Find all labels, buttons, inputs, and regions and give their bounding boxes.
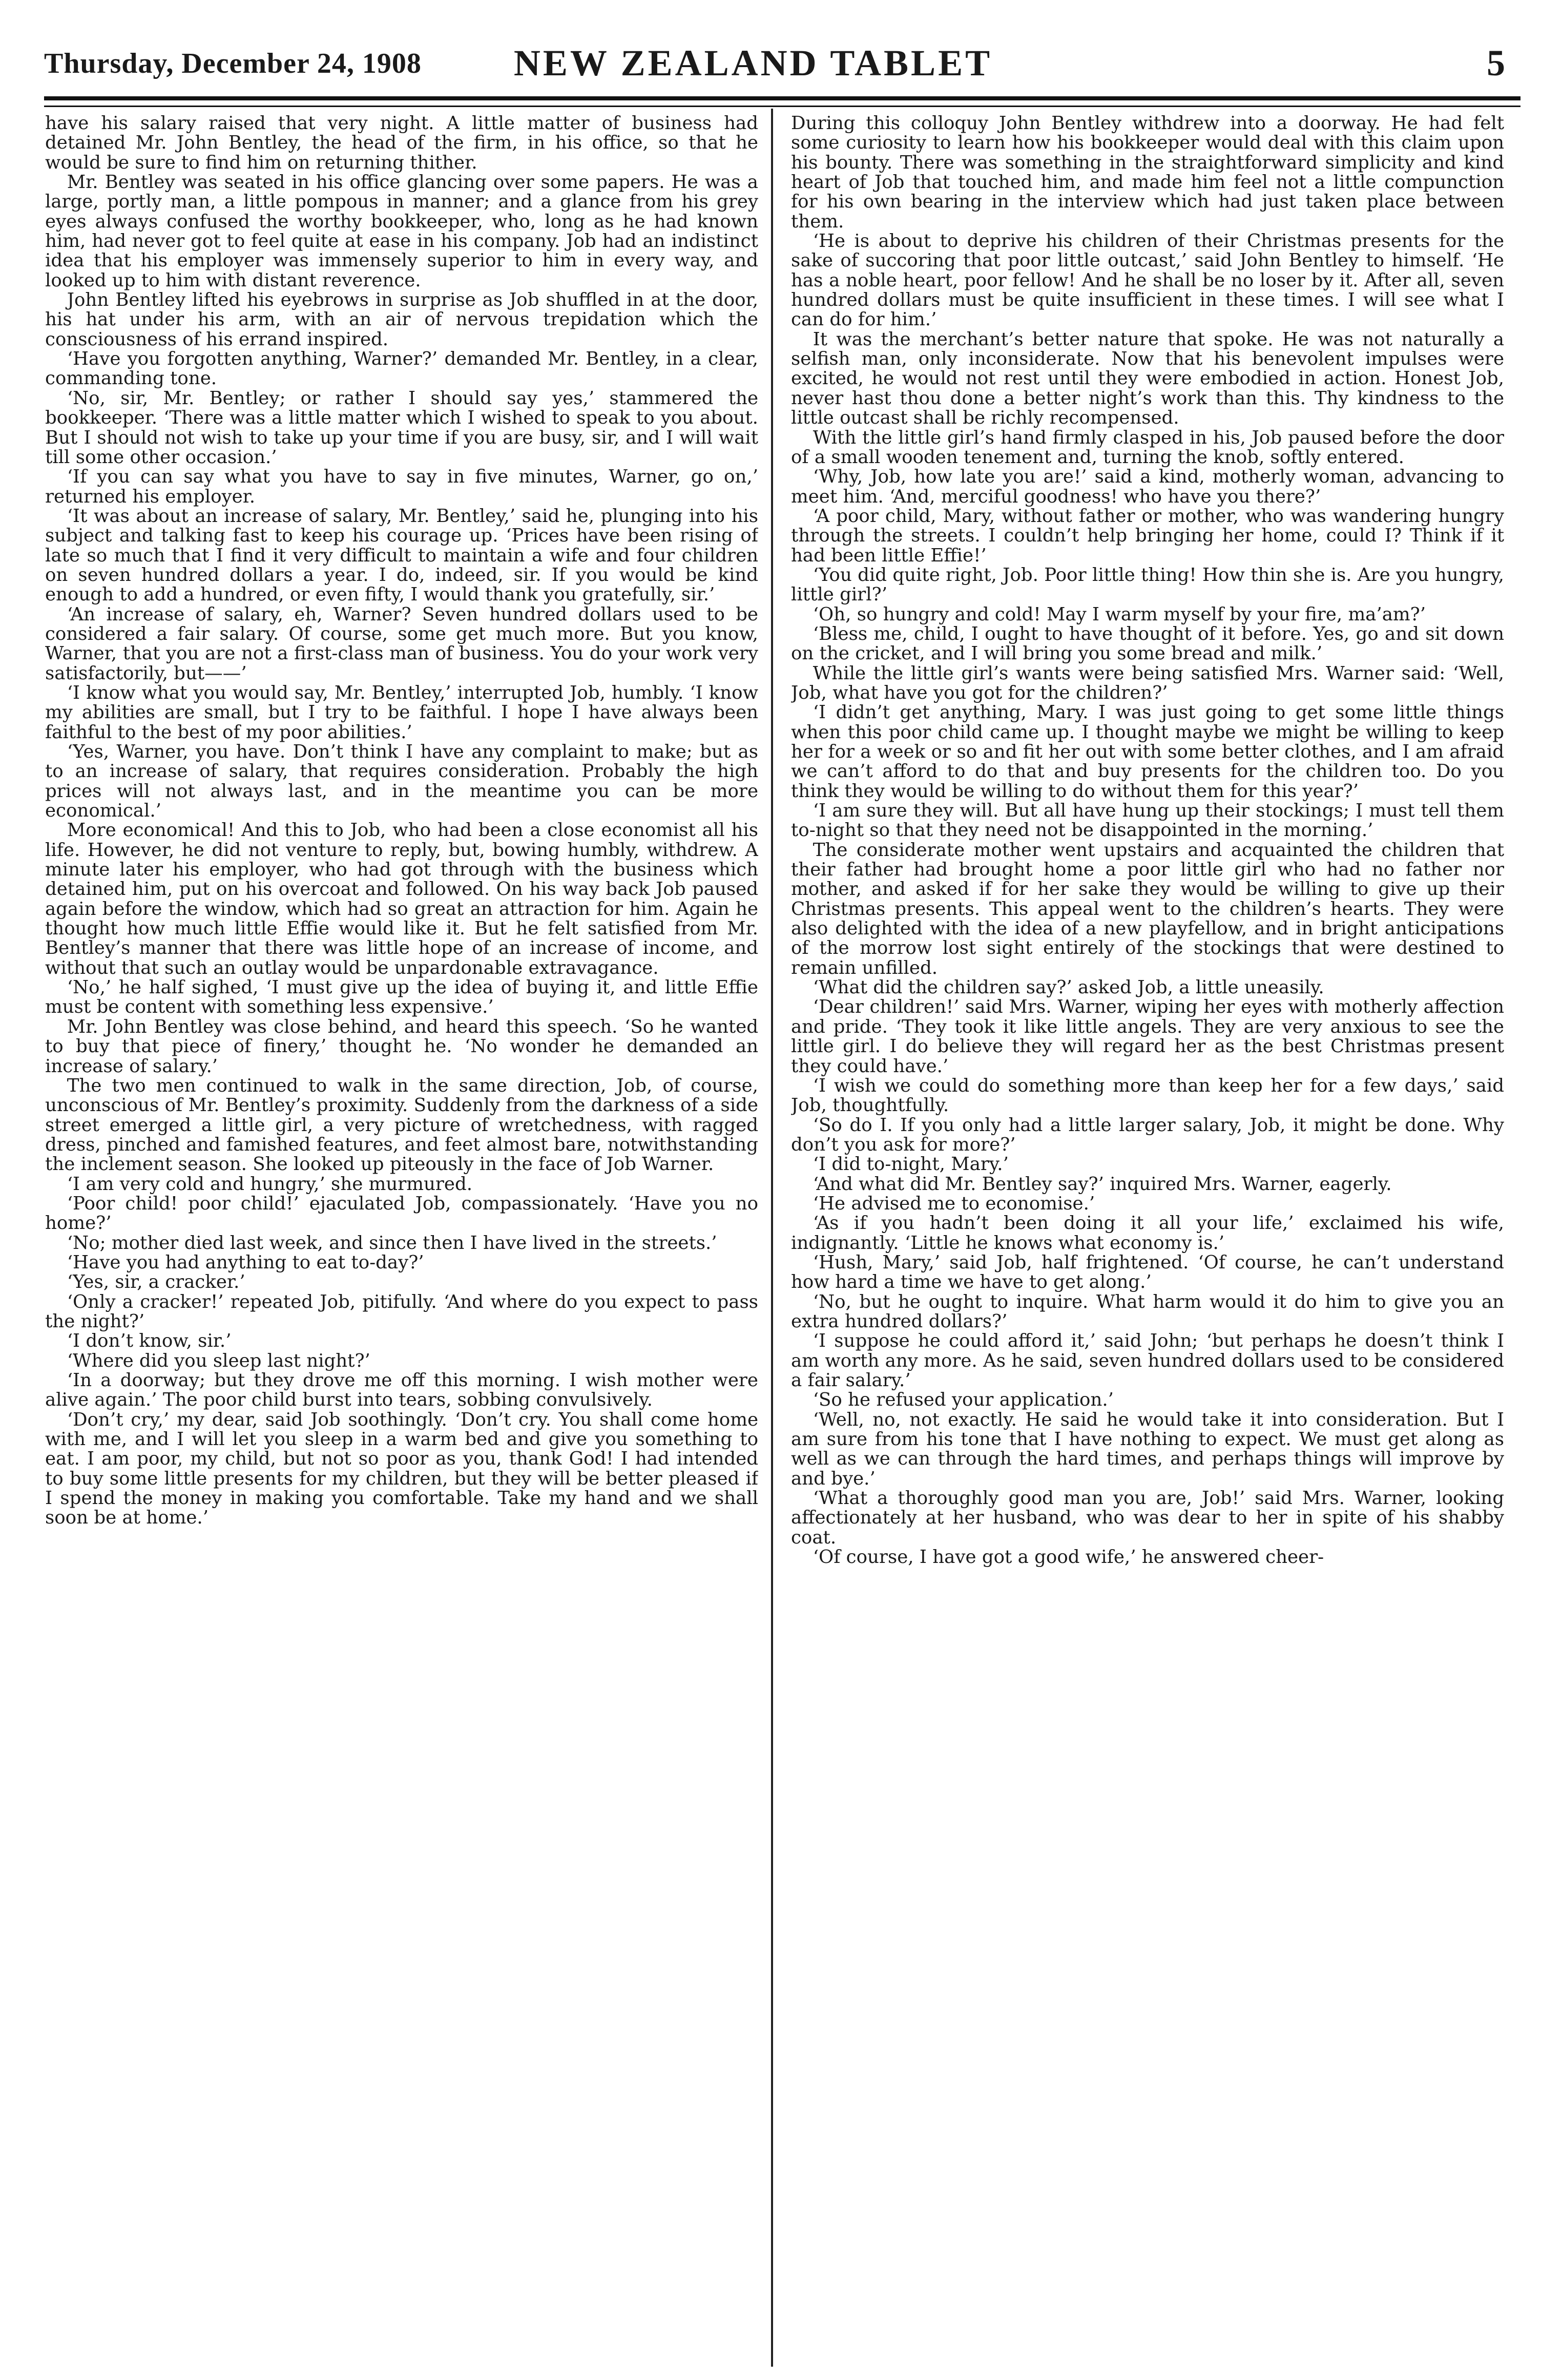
paragraph: ‘I did to-night, Mary.’ [813, 1154, 1009, 1175]
page-header [0, 0, 1541, 118]
paragraph: ‘Of course, I have got a good wife,’ he answered cheer- [813, 1547, 1324, 1568]
paragraph: ‘I don’t know, sir.’ [67, 1330, 232, 1352]
paragraph: ‘And what did Mr. Bentley say?’ inquired Mrs. Warner, eagerly. [813, 1173, 1392, 1195]
paragraph: ‘I am sure they will. But all have hung up their stockings; I must tell them to-night so that they need not be disappointed in the morning.’ [791, 800, 1504, 841]
paragraph: ‘I wish we could do something more than keep her for a few days,’ said Job, thoughtfully. [791, 1075, 1504, 1116]
paragraph: ‘Bless me, child, I ought to have thought of it before. Yes, go and sit down on the cricket, and I will bring you some bread and milk.’ [791, 623, 1504, 664]
paragraph: ‘A poor child, Mary, without father or mother, who was wandering hungry through the streets. I couldn’t help bringing her home, could I? Think if it had been little Effie!’ [791, 505, 1504, 566]
header-rule-thin [44, 106, 1521, 107]
paragraph: ‘As if you hadn’t been doing it all your life,’ exclaimed his wife, indignantly. ‘Little he knows what economy is.’ [791, 1213, 1504, 1254]
paragraph: ‘Hush, Mary,’ said Job, half frightened. ‘Of course, he can’t understand how hard a time we have to get along.’ [791, 1251, 1504, 1293]
paragraph: ‘No, but he ought to inquire. What harm would it do him to give you an extra hundred dollars?’ [791, 1291, 1504, 1332]
paragraph: ‘Yes, Warner, you have. Don’t think I have any complaint to make; but as to an increase of salary, that requires consideration. Probably the high prices will not always last, and in the meantime you can be more economical.’ [45, 741, 758, 822]
paragraph: ‘Poor child! poor child!’ ejaculated Job, compassionately. ‘Have you no home?’ [45, 1193, 758, 1234]
paragraph: ‘An increase of salary, eh, Warner? Seven hundred dollars used to be considered a fair salary. Of course, some get much more. But you know, Warner, that you are not a first-class man of business. You do your work very satisfactorily, but——’ [45, 603, 758, 684]
paragraph: ‘I am very cold and hungry,’ she murmured. [67, 1173, 473, 1195]
column-divider [771, 109, 773, 2367]
paragraph: Mr. John Bentley was close behind, and heard this speech. ‘So he wanted to buy that piece of finery,’ thought he. ‘No wonder he demanded an increase of salary.’ [45, 1016, 758, 1077]
paragraph: ‘So he refused your application.’ [813, 1389, 1114, 1411]
paragraph: ‘If you can say what you have to say in five minutes, Warner, go on,’ returned his employer. [45, 466, 758, 507]
paragraph: ‘I know what you would say, Mr. Bentley,’ interrupted Job, humbly. ‘I know my abilities are small, but I try to be faithful. I hope I have always been faithful to the best of my poor abilities.’ [45, 682, 758, 743]
paragraph: have his salary raised that very night. A little matter of business had detained Mr. John Bentley, the head of the firm, in his office, so that he would be sure to find him on returning thither. [45, 114, 758, 173]
paragraph: ‘I didn’t get anything, Mary. I was just going to get some little things when this poor child came up. I thought maybe we might be willing to keep her for a week or so and fit her out with some better clothes, and I am afraid we can’t afford to do that and buy presents for the children too. Do you think they would be willing to do without them for this year?’ [791, 702, 1504, 802]
paragraph: The considerate mother went upstairs and acquainted the children that their father had brought home a poor little girl who had no father nor mother, and asked if for her sake they would be willing to give up their Christmas presents. This appeal went to the children’s hearts. They were also delighted with the idea of a new playfellow, and in bright anticipations of the morrow lost sight entirely of the stockings that were destined to remain unfilled. [791, 839, 1504, 978]
header-rule-thick [44, 96, 1521, 100]
paragraph: Mr. Bentley was seated in his office glancing over some papers. He was a large, portly man, a little pompous in manner; and a glance from his grey eyes always confused the worthy bookkeeper, who, long as he had known him, had never got to feel quite at ease in his company. Job had an indistinct idea that his employer was immensely superior to him in every way, and looked up to him with distant reverence. [45, 172, 758, 291]
paragraph: ‘What did the children say?’ asked Job, a little uneasily. [813, 977, 1324, 998]
right-column [791, 114, 1504, 2363]
paragraph: ‘You did quite right, Job. Poor little thing! How thin she is. Are you hungry, little girl?’ [791, 564, 1504, 606]
paragraph: ‘No; mother died last week, and since then I have lived in the streets.’ [67, 1232, 717, 1254]
paragraph: ‘He advised me to economise.’ [813, 1193, 1095, 1214]
paragraph: ‘Only a cracker!’ repeated Job, pitifully. ‘And where do you expect to pass the night?’ [45, 1291, 758, 1332]
paragraph: ‘Why, Job, how late you are!’ said a kind, motherly woman, advancing to meet him. ‘And, merciful goodness! who have you there?’ [791, 466, 1504, 507]
paragraph: ‘In a doorway; but they drove me off this morning. I wish mother were alive again.’ The poor child burst into tears, sobbing convulsively. [45, 1370, 758, 1411]
paragraph: ‘Where did you sleep last night?’ [67, 1350, 370, 1371]
paragraph: ‘Yes, sir, a cracker.’ [67, 1271, 245, 1293]
paragraph: More economical! And this to Job, who had been a close economist all his life. However, he did not venture to reply, but, bowing humbly, withdrew. A minute later his employer, who had got through with the business which detained him, put on his overcoat and followed. On his way back Job paused again before the window, which had so great an attraction for him. Again he thought how much little Effie would like it. But he felt satisfied from Mr. Bentley’s manner that there was little hope of an increase of income, and without that such an outlay would be unpardonable extravagance. [45, 820, 758, 978]
paragraph: ‘Have you forgotten anything, Warner?’ demanded Mr. Bentley, in a clear, commanding tone. [45, 348, 758, 389]
paragraph: ‘It was about an increase of salary, Mr. Bentley,’ said he, plunging into his subject and talking fast to keep his courage up. ‘Prices have been rising of late so much that I find it very difficult to maintain a wife and four children on seven hundred dollars a year. I do, indeed, sir. If you would be kind enough to add a hundred, or even fifty, I would thank you gratefully, sir.’ [45, 505, 758, 606]
paragraph: ‘No,’ he half sighed, ‘I must give up the idea of buying it, and little Effie must be content with something less expensive.’ [45, 977, 758, 1018]
issue-date: Thursday, December 24, 1908 [44, 48, 422, 79]
paragraph: ‘Dear children!’ said Mrs. Warner, wiping her eyes with motherly affection and pride. ‘They took it like little angels. They are very anxious to see the little girl. I do believe they will regard her as the best Christmas present they could have.’ [791, 996, 1504, 1077]
paragraph: ‘What a thoroughly good man you are, Job!’ said Mrs. Warner, looking affectionately at her husband, who was dear to her in spite of his shabby coat. [791, 1488, 1504, 1548]
paragraph: During this colloquy John Bentley withdrew into a doorway. He had felt some curiosity to learn how his bookkeeper would deal with this claim upon his bounty. There was something in the straightforward simplicity and kind heart of Job that touched him, and made him feel not a little compunction for his own bearing in the interview which had just taken place between them. [791, 114, 1504, 232]
paragraph: While the little girl’s wants were being satisfied Mrs. Warner said: ‘Well, Job, what have you got for the children?’ [791, 662, 1504, 703]
paragraph: ‘He is about to deprive his children of their Christmas presents for the sake of succoring that poor little outcast,’ said John Bentley to himself. ‘He has a noble heart, poor fellow! And he shall be no loser by it. After all, seven hundred dollars must be quite insufficient in these times. I will see what I can do for him.’ [791, 231, 1504, 330]
newspaper-title: NEW ZEALAND TABLET [513, 43, 993, 83]
paragraph: With the little girl’s hand firmly clasped in his, Job paused before the door of a small wooden tenement and, turning the knob, softly entered. [791, 427, 1504, 468]
paragraph: John Bentley lifted his eyebrows in surprise as Job shuffled in at the door, his hat under his arm, with an air of nervous trepidation which the consciousness of his errand inspired. [45, 289, 758, 350]
paragraph: ‘Oh, so hungry and cold! May I warm myself by your fire, ma’am?’ [813, 603, 1426, 625]
paragraph: ‘Have you had anything to eat to-day?’ [67, 1251, 424, 1273]
paragraph: It was the merchant’s better nature that spoke. He was not naturally a selfish man, only inconsiderate. Now that his benevolent impulses were excited, he would not rest until they were embodied in action. Honest Job, never hast thou done a better night’s work than this. Thy kindness to the little outcast shall be richly recompensed. [791, 328, 1504, 429]
page-number: 5 [1487, 43, 1505, 83]
paragraph: ‘No, sir, Mr. Bentley; or rather I should say yes,’ stammered the bookkeeper. ‘There was a little matter which I wished to speak to you about. But I should not wish to take up your time if you are busy, sir, and I will wait till some other occasion.’ [45, 387, 758, 468]
paragraph: ‘Well, no, not exactly. He said he would take it into consideration. But I am sure from his tone that I have nothing to expect. We must get along as well as we can through the hard times, and perhaps things will improve by and bye.’ [791, 1409, 1504, 1489]
paragraph: The two men continued to walk in the same direction, Job, of course, unconscious of Mr. Bentley’s proximity. Suddenly from the darkness of a side street emerged a little girl, a very picture of wretchedness, with ragged dress, pinched and famished features, and feet almost bare, notwithstanding the inclement season. She looked up piteously in the face of Job Warner. [45, 1075, 758, 1175]
paragraph: ‘I suppose he could afford it,’ said John; ‘but perhaps he doesn’t think I am worth any more. As he said, seven hundred dollars used to be considered a fair salary.’ [791, 1330, 1504, 1391]
paragraph: ‘Don’t cry,’ my dear, said Job soothingly. ‘Don’t cry. You shall come home with me, and I will let you sleep in a warm bed and give you something to eat. I am poor, my child, but not so poor as you, thank God! I had intended to buy some little presents for my children, but they will be better pleased if I spend the money in making you comfortable. Take my hand and we shall soon be at home.’ [45, 1409, 758, 1529]
left-column [45, 114, 758, 2363]
paragraph: ‘So do I. If you only had a little larger salary, Job, it might be done. Why don’t you ask for more?’ [791, 1114, 1504, 1155]
